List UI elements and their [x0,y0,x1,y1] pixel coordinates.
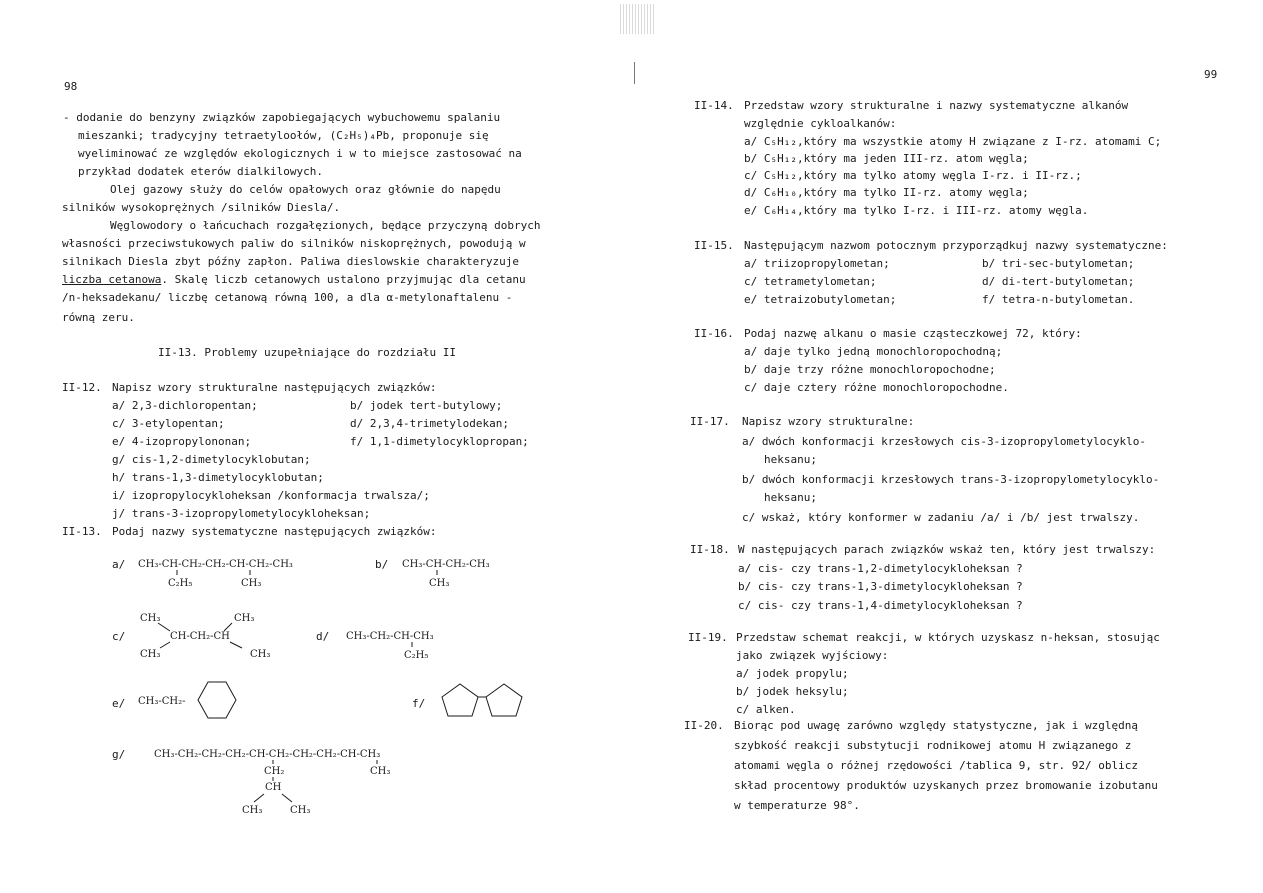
structure-g-ch3-branch: CH₃ [370,766,391,777]
q20-line-2: szybkość reakcji substytucji rodnikowej atomu H związanego z [734,739,1132,752]
q15-item-c: c/ tetrametylometan; [744,275,877,288]
structure-c-ch3-top-left: CH₃ [140,613,161,624]
q15-item-b: b/ tri-sec-butylometan; [982,257,1135,270]
q18-item-c: c/ cis- czy trans-1,4-dimetylocykloheksan ? [738,599,1023,612]
q18-item-a: a/ cis- czy trans-1,2-dimetylocykloheksan ? [738,562,1023,575]
structure-c-bond-2 [224,623,232,631]
q14-item-a: a/ C₅H₁₂,który ma wszystkie atomy H związane z I-rz. atomami C; [744,135,1162,148]
structure-g-bond-5 [282,794,292,802]
q14-item-e: e/ C₆H₁₄,który ma tylko I-rz. i III-rz. atomy węgla. [744,204,1089,217]
structure-f [440,680,530,724]
structure-c-ch3-top-right: CH₃ [234,613,255,624]
q13-label-b: b/ [375,558,389,571]
q13-label-g: g/ [112,748,126,761]
q14-item-c: c/ C₅H₁₂,który ma tylko atomy węgla I-rz. i II-rz.; [744,169,1082,182]
q15-item-d: d/ di-tert-butylometan; [982,275,1135,288]
q12-title: Napisz wzory strukturalne następujących związków: [112,381,437,394]
q17-item-a-cont: heksanu; [764,453,817,466]
section-title: II-13. Problemy uzupełniające do rozdziału II [158,346,457,359]
q15-title: Następującym nazwom potocznym przyporządkuj nazwy systematyczne: [744,239,1168,252]
q20-num: II-20. [684,719,724,732]
q15-item-e: e/ tetraizobutylometan; [744,293,897,306]
q17-item-b-cont: heksanu; [764,491,817,504]
structure-c-ch3-bottom-right: CH₃ [250,649,271,660]
q17-item-b: b/ dwóch konformacji krzesłowych trans-3-izopropylometylocyklo- [742,473,1160,486]
q14-line-1: Przedstaw wzory strukturalne i nazwy systematyczne alkanów [744,99,1129,112]
q19-line-2: jako związek wyjściowy: [736,649,889,662]
structure-g-ch2: CH₂ [264,766,285,777]
q16-item-c: c/ daje cztery różne monochloropochodne. [744,381,1009,394]
page-number-left: 98 [64,80,78,93]
q14-item-d: d/ C₆H₁₀,który ma tylko II-rz. atomy węgla; [744,186,1029,199]
q19-item-a: a/ jodek propylu; [736,667,849,680]
structure-a-chain: CH₃-CH-CH₂-CH₂-CH-CH₂-CH₃ [138,559,293,570]
structure-g-bond-4 [254,794,264,802]
q12-item-b: b/ jodek tert-butylowy; [350,399,503,412]
left-page [0,0,630,893]
structure-b-chain: CH₃-CH-CH₂-CH₃ [402,559,490,570]
q16-item-b: b/ daje trzy różne monochloropochodne; [744,363,996,376]
q20-line-3: atomami węgla o różnej rzędowości /tablica 9, str. 92/ oblicz [734,759,1138,772]
q19-item-c: c/ alken. [736,703,796,716]
q18-num: II-18. [690,543,730,556]
structure-c-ch3-bottom-left: CH₃ [140,649,161,660]
structure-c-bond-1 [158,623,170,631]
structure-e [138,678,240,722]
q13-label-d: d/ [316,630,330,643]
structure-g-ch3-left: CH₃ [242,805,263,816]
intro-line-12: równą zeru. [62,311,135,324]
q20-line-5: w temperaturze 98°. [734,799,860,812]
cyclopentane-ring-right [486,684,522,716]
q18-item-b: b/ cis- czy trans-1,3-dimetylocykloheksan ? [738,580,1023,593]
cyclopentane-ring-left [442,684,478,716]
term-liczba-cetanowa: liczba cetanowa [62,273,162,286]
structure-g-chain: CH₃-CH₂-CH₂-CH₂-CH-CH₂-CH₂-CH₂-CH-CH₃ [154,749,381,760]
intro-line-10-rest: . Skalę liczb cetanowych ustalono przyjmując dla cetanu [161,273,526,286]
q20-line-4: skład procentowy produktów uzyskanych przez bromowanie izobutanu [734,779,1158,792]
structure-g-ch: CH [265,782,282,793]
structure-c-bond-4 [230,642,242,648]
structure-a [138,556,328,592]
q16-num: II-16. [694,327,734,340]
q15-item-f: f/ tetra-n-butylometan. [982,293,1135,306]
q13-label-e: e/ [112,697,126,710]
structure-c-chain: CH-CH₂-CH [170,631,230,642]
q14-line-2: względnie cykloalkanów: [744,117,897,130]
structure-a-substituent-1: C₂H₅ [168,578,193,589]
structure-d [346,628,456,664]
intro-line-11: /n-heksadekanu/ liczbę cetanową równą 100, a dla α-metylonaftalenu - [62,291,513,304]
structure-c-bond-3 [160,642,170,648]
intro-line-2: mieszanki; tradycyjny tetraetyloołów, (C₂H₅)₄Pb, proponuje się [78,129,489,142]
cyclohexane-ring [198,682,236,718]
q15-item-a: a/ triizopropylometan; [744,257,890,270]
structure-b [402,556,522,592]
structure-d-substituent: C₂H₅ [404,650,429,661]
q12-item-e: e/ 4-izopropylononan; [112,435,252,448]
intro-line-10 [62,274,526,285]
q12-item-a: a/ 2,3-dichloropentan; [112,399,258,412]
intro-line-5: Olej gazowy służy do celów opałowych oraz głównie do napędu [110,183,501,196]
intro-line-1: - dodanie do benzyny związków zapobiegających wybuchowemu spalaniu [63,111,501,124]
q13-label-a: a/ [112,558,126,571]
structure-b-substituent: CH₃ [429,578,450,589]
intro-line-8: własności przeciwstukowych paliw do silników niskoprężnych, powodują w [62,237,526,250]
q20-line-1: Biorąc pod uwagę zarówno względy statystyczne, jak i względną [734,719,1138,732]
structure-g-ch3-right: CH₃ [290,805,311,816]
q14-num: II-14. [694,99,734,112]
intro-line-4: przykład dodatek eterów dialkilowych. [78,165,324,178]
q13-num: II-13. [62,525,102,538]
q13-label-c: c/ [112,630,126,643]
q12-item-i: i/ izopropylocykloheksan /konformacja trwalsza/; [112,489,430,502]
intro-line-9: silnikach Diesla zbyt późny zapłon. Paliwa dieslowskie charakteryzuje [62,255,519,268]
q17-item-c: c/ wskaż, który konformer w zadaniu /a/ i /b/ jest trwalszy. [742,511,1140,524]
structure-d-chain: CH₃-CH₂-CH-CH₃ [346,631,434,642]
intro-line-6: silników wysokoprężnych /silników Diesla/. [62,201,341,214]
q12-num: II-12. [62,381,102,394]
q16-item-a: a/ daje tylko jedną monochloropochodną; [744,345,1003,358]
q14-item-b: b/ C₅H₁₂,który ma jeden III-rz. atom węgla; [744,152,1029,165]
q17-num: II-17. [690,415,730,428]
q17-item-a: a/ dwóch konformacji krzesłowych cis-3-izopropylometylocyklo- [742,435,1146,448]
q19-item-b: b/ jodek heksylu; [736,685,849,698]
q16-line-1: Podaj nazwę alkanu o masie cząsteczkowej 72, który: [744,327,1082,340]
q13-title: Podaj nazwy systematyczne następujących związków: [112,525,437,538]
q12-item-c: c/ 3-etylopentan; [112,417,225,430]
q19-num: II-19. [688,631,728,644]
q12-item-j: j/ trans-3-izopropylometylocykloheksan; [112,507,371,520]
q13-label-f: f/ [412,697,426,710]
q17-line-1: Napisz wzory strukturalne: [742,415,915,428]
q12-item-f: f/ 1,1-dimetylocyklopropan; [350,435,529,448]
intro-line-7: Węglowodory o łańcuchach rozgałęzionych, będące przyczyną dobrych [110,219,541,232]
q15-num: II-15. [694,239,734,252]
q19-line-1: Przedstaw schemat reakcji, w których uzyskasz n-heksan, stosując [736,631,1160,644]
intro-line-3: wyeliminować ze względów ekologicznych i w to miejsce zastosować na [78,147,522,160]
right-page [632,0,1263,893]
q18-line-1: W następujących parach związków wskaż ten, który jest trwalszy: [738,543,1156,556]
structure-c [138,610,278,664]
structure-a-substituent-2: CH₃ [241,578,262,589]
q12-item-h: h/ trans-1,3-dimetylocyklobutan; [112,471,324,484]
q12-item-g: g/ cis-1,2-dimetylocyklobutan; [112,453,311,466]
q12-item-d: d/ 2,3,4-trimetylodekan; [350,417,509,430]
structure-g [154,746,414,820]
page-number-right: 99 [1204,68,1218,81]
structure-e-chain: CH₃-CH₂- [138,696,186,707]
